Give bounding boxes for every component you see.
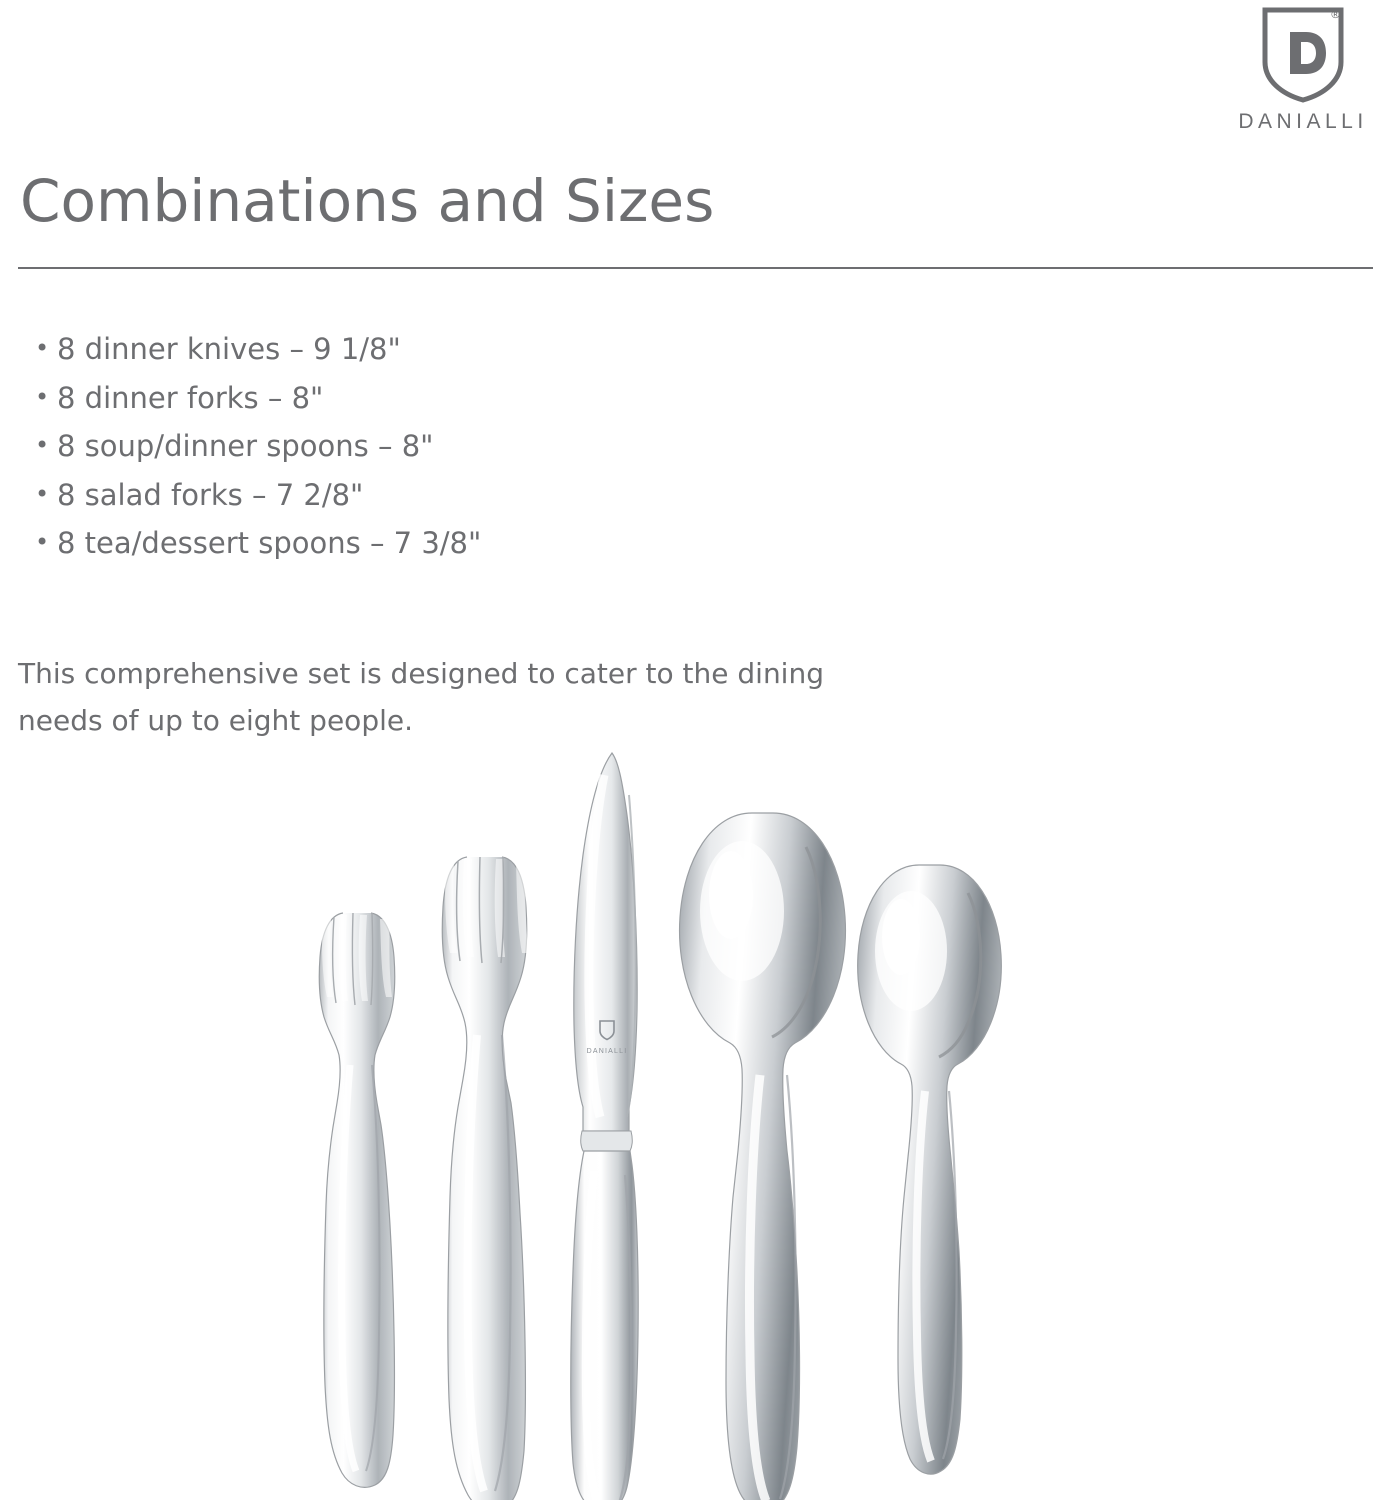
svg-text:DANIALLI: DANIALLI xyxy=(586,1048,628,1055)
brand-name: DANIALLI xyxy=(1238,110,1368,133)
list-item: • 8 dinner knives – 9 1/8" xyxy=(30,325,481,374)
title-divider xyxy=(18,267,1373,269)
page-title: Combinations and Sizes xyxy=(20,166,715,235)
brand-logo xyxy=(1213,4,1393,134)
dinner-spoon-illustration xyxy=(680,813,846,1500)
registered-mark: ® xyxy=(1330,8,1341,21)
spec-list xyxy=(30,325,481,568)
flatware-illustration xyxy=(0,735,1393,1500)
description-paragraph: This comprehensive set is designed to cater to the dining needs of up to eight people. xyxy=(18,657,824,737)
dinner-knife-illustration xyxy=(571,753,638,1500)
list-item: • 8 soup/dinner spoons – 8" xyxy=(30,422,481,471)
tea-spoon-illustration xyxy=(858,865,1002,1474)
list-item: • 8 salad forks – 7 2/8" xyxy=(30,471,481,520)
list-item: • 8 dinner forks – 8" xyxy=(30,374,481,423)
salad-fork-illustration xyxy=(319,913,395,1487)
dinner-fork-illustration xyxy=(442,857,529,1500)
list-item: • 8 tea/dessert spoons – 7 3/8" xyxy=(30,519,481,568)
danialli-shield-logo-icon xyxy=(1257,4,1349,104)
